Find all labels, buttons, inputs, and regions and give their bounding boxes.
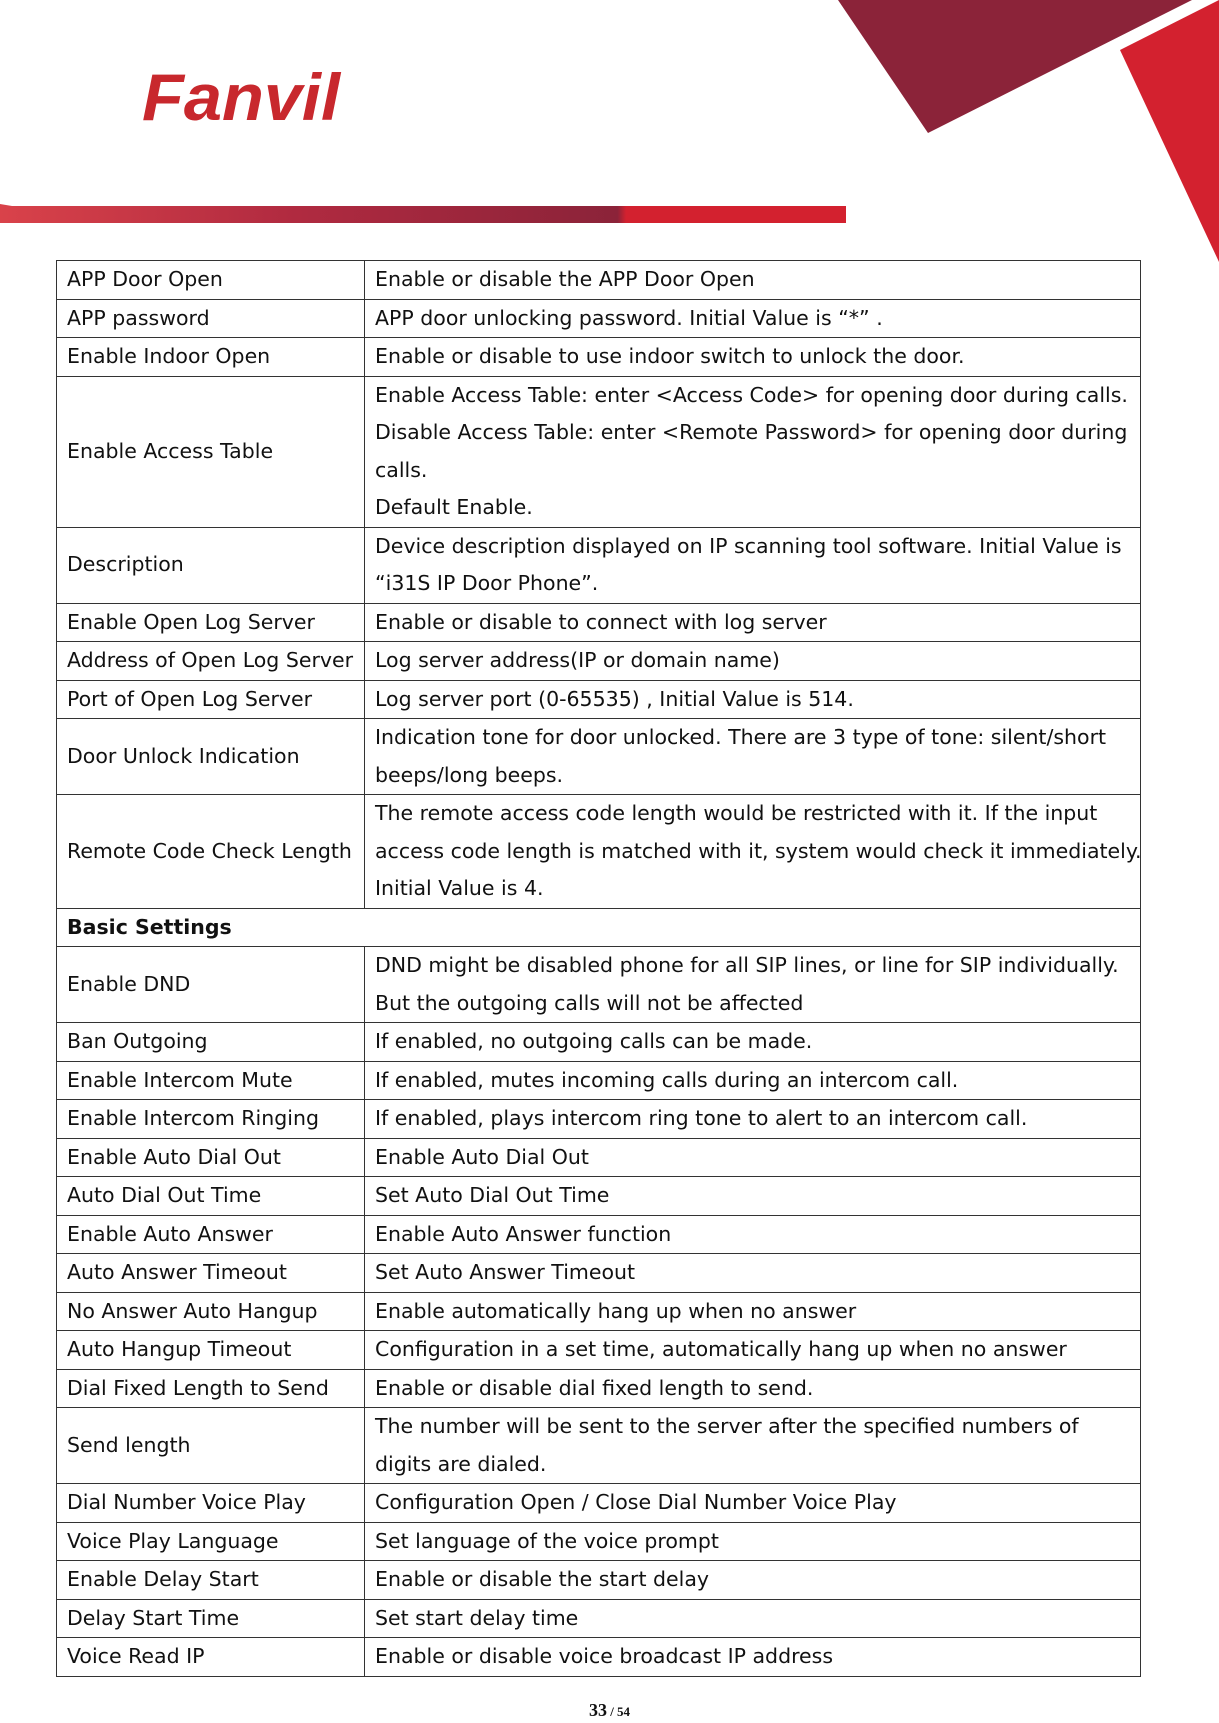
table-row — [57, 1331, 1141, 1370]
setting-name: Enable Auto Answer — [57, 1215, 365, 1254]
setting-description — [365, 1522, 1141, 1561]
setting-name: Enable Delay Start — [57, 1561, 365, 1600]
table-row — [57, 1561, 1141, 1600]
header-dark-triangle — [838, 0, 1192, 133]
setting-description — [365, 527, 1141, 603]
setting-description — [365, 338, 1141, 377]
setting-description — [365, 1484, 1141, 1523]
settings-table — [56, 260, 1141, 1677]
description-line: Enable Access Table: enter <Access Code> for opening door during calls. — [375, 382, 1128, 407]
table-row — [57, 680, 1141, 719]
table-row — [57, 1369, 1141, 1408]
description-line: But the outgoing calls will not be affected — [375, 990, 804, 1015]
description-line: Enable or disable dial fixed length to send. — [375, 1375, 814, 1400]
setting-name: Auto Dial Out Time — [57, 1177, 365, 1216]
table-row — [57, 1599, 1141, 1638]
description-line: Enable or disable the APP Door Open — [375, 267, 755, 291]
setting-name: Enable Open Log Server — [57, 603, 365, 642]
description-line: If enabled, plays intercom ring tone to alert to an intercom call. — [375, 1106, 1028, 1130]
description-line: Configuration in a set time, automatically hang up when no answer — [375, 1337, 1067, 1361]
description-line: Indication tone for door unlocked. There are 3 type of tone: silent/short — [375, 725, 1107, 749]
table-section-bottom — [57, 947, 1141, 1677]
section-title: Basic Settings — [57, 908, 1141, 947]
setting-name: Address of Open Log Server — [57, 642, 365, 681]
table-row — [57, 299, 1141, 338]
description-line: Enable or disable the start delay — [375, 1567, 710, 1591]
setting-description — [365, 947, 1141, 1023]
setting-name: APP Door Open — [57, 261, 365, 300]
setting-description — [365, 1100, 1141, 1139]
description-line: APP door unlocking password. Initial Value is “*” . — [375, 305, 883, 330]
setting-description — [365, 642, 1141, 681]
header-stripe — [0, 204, 846, 223]
description-line: Disable Access Table: enter <Remote Password> for opening door during — [375, 420, 1128, 444]
description-line: “i31S IP Door Phone”. — [375, 571, 599, 595]
description-line: Enable or disable to connect with log server — [375, 609, 827, 634]
description-line: Set Auto Dial Out Time — [375, 1183, 610, 1207]
description-line: Set language of the voice prompt — [375, 1528, 719, 1553]
description-line: Log server address(IP or domain name) — [375, 648, 780, 672]
setting-name: Dial Number Voice Play — [57, 1484, 365, 1523]
table-section-top — [57, 261, 1141, 909]
fanvil-logo — [142, 64, 342, 128]
header-red-triangle — [1120, 0, 1219, 262]
table-row — [57, 1138, 1141, 1177]
page-total: / 54 — [606, 1704, 631, 1719]
setting-name: Enable Indoor Open — [57, 338, 365, 377]
description-line: The remote access code length would be restricted with it. If the input — [375, 801, 1098, 825]
description-line: Device description displayed on IP scanning tool software. Initial Value is — [375, 533, 1122, 558]
setting-description — [365, 299, 1141, 338]
setting-description — [365, 795, 1141, 909]
description-line: digits are dialed. — [375, 1451, 547, 1476]
page-current: 33 — [588, 1700, 607, 1720]
description-line: The number will be sent to the server after the specified numbers of — [375, 1414, 1079, 1438]
table-row — [57, 795, 1141, 909]
setting-name: Voice Read IP — [57, 1638, 365, 1677]
table-row — [57, 1215, 1141, 1254]
setting-name: Delay Start Time — [57, 1599, 365, 1638]
table-row — [57, 1061, 1141, 1100]
setting-name: Enable DND — [57, 947, 365, 1023]
description-line: Set Auto Answer Timeout — [375, 1260, 636, 1284]
table-row — [57, 1177, 1141, 1216]
table-row — [57, 1292, 1141, 1331]
setting-description — [365, 1138, 1141, 1177]
setting-name: Port of Open Log Server — [57, 680, 365, 719]
table-section-header — [57, 908, 1141, 947]
setting-description — [365, 1599, 1141, 1638]
setting-description — [365, 603, 1141, 642]
description-line: Enable or disable voice broadcast IP address — [375, 1644, 834, 1668]
table-row — [57, 1522, 1141, 1561]
table-row — [57, 527, 1141, 603]
description-line: Set start delay time — [375, 1605, 579, 1630]
setting-description — [365, 1177, 1141, 1216]
setting-name: Door Unlock Indication — [57, 719, 365, 795]
description-line: beeps/long beeps. — [375, 762, 564, 787]
description-line: DND might be disabled phone for all SIP lines, or line for SIP individually. — [375, 953, 1119, 977]
setting-name: Ban Outgoing — [57, 1023, 365, 1062]
table-row — [57, 261, 1141, 300]
page-number — [0, 1700, 1219, 1721]
setting-name: Enable Intercom Mute — [57, 1061, 365, 1100]
description-line: Enable automatically hang up when no answer — [375, 1298, 857, 1323]
description-line: Default Enable. — [375, 495, 533, 519]
description-line: access code length is matched with it, system would check it immediately. — [375, 838, 1142, 863]
setting-name: Auto Answer Timeout — [57, 1254, 365, 1293]
setting-description — [365, 1061, 1141, 1100]
table-row — [57, 719, 1141, 795]
table-row — [57, 1254, 1141, 1293]
section-row — [57, 908, 1141, 947]
table-row — [57, 1023, 1141, 1062]
setting-name: No Answer Auto Hangup — [57, 1292, 365, 1331]
setting-name: Enable Auto Dial Out — [57, 1138, 365, 1177]
setting-description — [365, 1254, 1141, 1293]
table-row — [57, 338, 1141, 377]
table-row — [57, 603, 1141, 642]
setting-name: APP password — [57, 299, 365, 338]
setting-name: Dial Fixed Length to Send — [57, 1369, 365, 1408]
setting-name: Enable Intercom Ringing — [57, 1100, 365, 1139]
description-line: Configuration Open / Close Dial Number Voice Play — [375, 1490, 897, 1514]
description-line: calls. — [375, 457, 428, 482]
setting-description — [365, 1369, 1141, 1408]
setting-description — [365, 1215, 1141, 1254]
setting-description — [365, 261, 1141, 300]
table-row — [57, 642, 1141, 681]
setting-description — [365, 376, 1141, 527]
description-line: Initial Value is 4. — [375, 876, 544, 900]
header-decoration — [0, 0, 1219, 270]
setting-description — [365, 680, 1141, 719]
setting-name: Voice Play Language — [57, 1522, 365, 1561]
description-line: Log server port (0-65535) , Initial Value is 514. — [375, 686, 854, 711]
description-line: Enable Auto Answer function — [375, 1221, 672, 1246]
description-line: If enabled, mutes incoming calls during an intercom call. — [375, 1067, 959, 1092]
setting-name: Enable Access Table — [57, 376, 365, 527]
description-line: If enabled, no outgoing calls can be made. — [375, 1029, 813, 1053]
setting-description — [365, 1638, 1141, 1677]
table-row — [57, 376, 1141, 527]
table-row — [57, 1638, 1141, 1677]
svg-text:Fanvil: Fanvil — [142, 64, 342, 128]
description-line: Enable Auto Dial Out — [375, 1144, 589, 1169]
setting-name: Remote Code Check Length — [57, 795, 365, 909]
setting-description — [365, 1023, 1141, 1062]
setting-description — [365, 719, 1141, 795]
setting-name: Auto Hangup Timeout — [57, 1331, 365, 1370]
setting-description — [365, 1292, 1141, 1331]
setting-description — [365, 1331, 1141, 1370]
setting-name: Description — [57, 527, 365, 603]
table-row — [57, 1484, 1141, 1523]
setting-name: Send length — [57, 1408, 365, 1484]
table-row — [57, 947, 1141, 1023]
table-row — [57, 1100, 1141, 1139]
setting-description — [365, 1408, 1141, 1484]
setting-description — [365, 1561, 1141, 1600]
table-row — [57, 1408, 1141, 1484]
description-line: Enable or disable to use indoor switch to unlock the door. — [375, 344, 965, 368]
